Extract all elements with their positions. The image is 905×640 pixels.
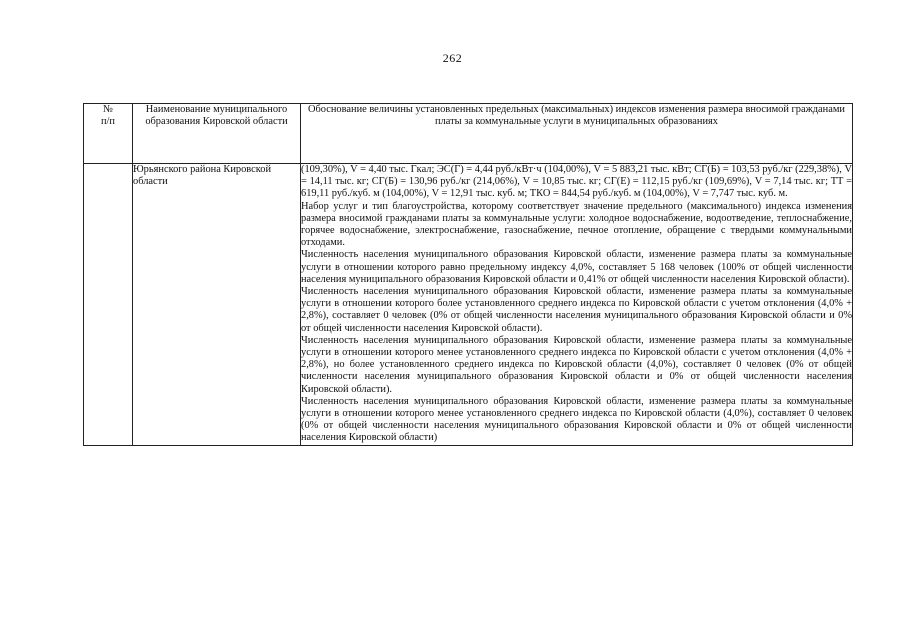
header-number-symbol: № (103, 104, 113, 115)
page-number: 262 (442, 51, 463, 65)
row-number-cell (84, 164, 133, 446)
header-number (84, 104, 133, 164)
justification-paragraph-population-between: Численность населения муниципального образования Кировской области, изменение размера платы за коммунальные услуги в отношении которого менее установленного среднего индекса по Кировской области с учетом отклонения (4,0% + 2,8%), но более установленного среднего индекса по Кировской области (4,0%), составляет 0 человек (0% от общей численности населения муниципального образования Кировской области и 0% от общей численности населения Кировской области). (301, 334, 852, 395)
row-municipality-name: Юрьянского района Кировской области (133, 164, 301, 446)
justification-table (83, 103, 853, 446)
row-justification-cell (301, 164, 853, 446)
table-row (84, 164, 853, 446)
justification-paragraph-population-equal: Численность населения муниципального образования Кировской области, изменение размера платы за коммунальные услуги в отношении которого равно предельному индексу 4,0%, составляет 5 168 человек (100% от общей численности населения муниципального образования Кировской области и 0,41% от общей численности населения Кировской области). (301, 249, 852, 285)
justification-paragraph-services: Набор услуг и тип благоустройства, которому соответствует значение предельного (максимального) индекса изменения размера вносимой гражданами платы за коммунальные услуги: холодное водоснабжение, водоотведение, теплоснабжение, горячее водоснабжение, электроснабжение, газоснабжение, печное отопление, обращение с твердыми коммунальными отходами. (301, 200, 852, 249)
header-justification: Обоснование величины установленных предельных (максимальных) индексов изменения размера вносимой гражданами платы за коммунальные услуги в муниципальных образованиях (301, 104, 853, 164)
justification-paragraph-tariffs: (109,30%), V = 4,40 тыс. Гкал; ЭС(Г) = 4,44 руб./кВт·ч (104,00%), V = 5 883,21 тыс. кВт; СГ(Б) = 103,53 руб./кг (229,38%), V = 14,11 тыс. кг; СГ(Б) = 130,96 руб./кг (214,06%), V = 10,85 тыс. кг; СГ(Е) = 112,15 руб./кг (109,69%), V = 7,14 тыс. кг; ТТ = 619,11 руб./куб. м (104,00%), V = 12,91 тыс. куб. м; ТКО = 844,54 руб./куб. м (104,00%), V = 7,747 тыс. куб. м. (301, 164, 852, 200)
header-municipality-name: Наименование муниципального образования Кировской области (133, 104, 301, 164)
table-header-row (84, 104, 853, 164)
justification-paragraph-population-above: Численность населения муниципального образования Кировской области, изменение размера платы за коммунальные услуги в отношении которого более установленного среднего индекса по Кировской области с учетом отклонения (4,0% + 2,8%), составляет 0 человек (0% от общей численности населения муниципального образования Кировской области и 0% от общей численности населения Кировской области). (301, 286, 852, 334)
justification-paragraph-population-below: Численность населения муниципального образования Кировской области, изменение размера платы за коммунальные услуги в отношении которого менее установленного среднего индекса по Кировской области (4,0%), составляет 0 человек (0% от общей численности населения муниципального образования Кировской области и 0% от общей численности населения Кировской области) (301, 395, 852, 444)
header-number-abbrev: п/п (100, 116, 115, 128)
